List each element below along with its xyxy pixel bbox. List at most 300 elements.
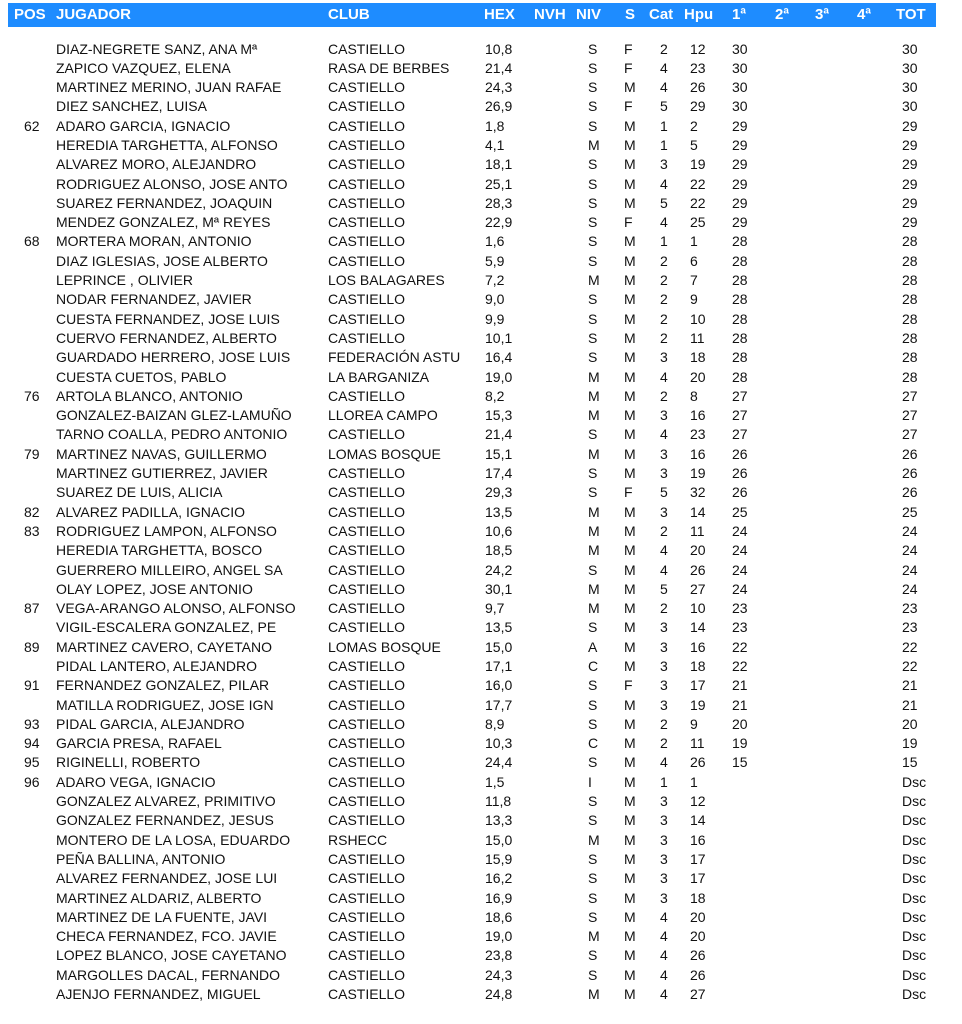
cell-jugador: RODRIGUEZ ALONSO, JOSE ANTO bbox=[56, 175, 288, 192]
cell-cat: 2 bbox=[660, 600, 668, 617]
cell-cat: 3 bbox=[660, 889, 668, 906]
cell-club: FEDERACIÓN ASTU bbox=[328, 349, 461, 366]
cell-hpu: 12 bbox=[690, 793, 706, 810]
cell-jugador: MARTINEZ NAVAS, GUILLERMO bbox=[56, 445, 267, 462]
cell-round-1: 29 bbox=[732, 175, 748, 192]
cell-jugador: CHECA FERNANDEZ, FCO. JAVIE bbox=[56, 928, 277, 945]
cell-round-1: 23 bbox=[732, 619, 748, 636]
cell-jugador: RIGINELLI, ROBERTO bbox=[56, 754, 201, 771]
cell-hpu: 20 bbox=[690, 542, 706, 559]
cell-hex: 8,2 bbox=[485, 387, 505, 404]
cell-club: CASTIELLO bbox=[328, 696, 406, 713]
cell-hex: 9,7 bbox=[485, 600, 505, 617]
cell-round-1: 28 bbox=[732, 329, 748, 346]
cell-club: CASTIELLO bbox=[328, 561, 406, 578]
cell-cat: 2 bbox=[660, 522, 668, 539]
table-row bbox=[0, 329, 962, 348]
table-row bbox=[0, 348, 962, 367]
cell-hpu: 25 bbox=[690, 214, 706, 231]
cell-tot: 27 bbox=[902, 387, 918, 404]
cell-jugador: AJENJO FERNANDEZ, MIGUEL bbox=[56, 986, 261, 1003]
cell-s: M bbox=[624, 194, 636, 211]
cell-niv: S bbox=[588, 329, 598, 346]
cell-hpu: 14 bbox=[690, 619, 706, 636]
cell-tot: Dsc bbox=[902, 947, 927, 964]
cell-tot: 24 bbox=[902, 580, 918, 597]
cell-cat: 5 bbox=[660, 98, 668, 115]
cell-hex: 16,9 bbox=[485, 889, 513, 906]
table-row bbox=[0, 387, 962, 406]
cell-club: CASTIELLO bbox=[328, 986, 406, 1003]
column-header-round-4: 4ª bbox=[857, 6, 871, 23]
cell-cat: 3 bbox=[660, 156, 668, 173]
cell-hpu: 8 bbox=[690, 387, 698, 404]
table-row bbox=[0, 889, 962, 908]
cell-jugador: VIGIL-ESCALERA GONZALEZ, PE bbox=[56, 619, 277, 636]
cell-club: CASTIELLO bbox=[328, 503, 406, 520]
cell-club: CASTIELLO bbox=[328, 252, 406, 269]
cell-niv: S bbox=[588, 754, 598, 771]
cell-tot: 27 bbox=[902, 426, 918, 443]
cell-tot: 29 bbox=[902, 156, 918, 173]
cell-club: RSHECC bbox=[328, 831, 388, 848]
cell-hpu: 16 bbox=[690, 831, 706, 848]
cell-niv: S bbox=[588, 850, 598, 867]
cell-jugador: CUESTA CUETOS, PABLO bbox=[56, 368, 227, 385]
table-row bbox=[0, 638, 962, 657]
cell-hex: 18,6 bbox=[485, 908, 513, 925]
cell-niv: S bbox=[588, 812, 598, 829]
table-row bbox=[0, 136, 962, 155]
cell-hex: 8,9 bbox=[485, 715, 505, 732]
table-row bbox=[0, 232, 962, 251]
cell-round-1: 28 bbox=[732, 368, 748, 385]
cell-tot: 28 bbox=[902, 368, 918, 385]
table-row bbox=[0, 445, 962, 464]
cell-club: CASTIELLO bbox=[328, 465, 406, 482]
cell-cat: 3 bbox=[660, 465, 668, 482]
cell-hpu: 26 bbox=[690, 561, 706, 578]
cell-round-1: 26 bbox=[732, 484, 748, 501]
cell-jugador: ZAPICO VAZQUEZ, ELENA bbox=[56, 59, 231, 76]
cell-s: M bbox=[624, 387, 636, 404]
cell-club: LA BARGANIZA bbox=[328, 368, 430, 385]
cell-cat: 4 bbox=[660, 59, 668, 76]
cell-s: M bbox=[624, 445, 636, 462]
cell-round-1: 24 bbox=[732, 580, 748, 597]
cell-s: M bbox=[624, 522, 636, 539]
cell-hex: 19,0 bbox=[485, 928, 513, 945]
cell-jugador: RODRIGUEZ LAMPON, ALFONSO bbox=[56, 522, 277, 539]
cell-niv: S bbox=[588, 908, 598, 925]
cell-club: CASTIELLO bbox=[328, 947, 406, 964]
cell-tot: 28 bbox=[902, 233, 918, 250]
cell-jugador: CUESTA FERNANDEZ, JOSE LUIS bbox=[56, 310, 280, 327]
table-row bbox=[0, 792, 962, 811]
cell-hpu: 12 bbox=[690, 40, 706, 57]
cell-s: M bbox=[624, 465, 636, 482]
cell-cat: 3 bbox=[660, 677, 668, 694]
cell-hpu: 23 bbox=[690, 426, 706, 443]
cell-niv: M bbox=[588, 831, 600, 848]
column-header-round-1: 1ª bbox=[732, 6, 746, 23]
cell-round-1: 15 bbox=[732, 754, 748, 771]
cell-club: CASTIELLO bbox=[328, 291, 406, 308]
cell-jugador: PEÑA BALLINA, ANTONIO bbox=[56, 850, 226, 867]
cell-tot: 15 bbox=[902, 754, 918, 771]
cell-s: F bbox=[624, 98, 633, 115]
cell-pos: 89 bbox=[24, 638, 40, 655]
cell-jugador: GUARDADO HERRERO, JOSE LUIS bbox=[56, 349, 291, 366]
cell-niv: A bbox=[588, 638, 598, 655]
cell-pos: 95 bbox=[24, 754, 40, 771]
cell-round-1: 21 bbox=[732, 696, 748, 713]
cell-hpu: 20 bbox=[690, 928, 706, 945]
cell-jugador: LEPRINCE , OLIVIER bbox=[56, 272, 193, 289]
cell-s: M bbox=[624, 600, 636, 617]
table-row bbox=[0, 831, 962, 850]
cell-s: M bbox=[624, 310, 636, 327]
cell-hex: 5,9 bbox=[485, 252, 505, 269]
cell-tot: Dsc bbox=[902, 812, 927, 829]
cell-tot: 22 bbox=[902, 658, 918, 674]
cell-cat: 1 bbox=[660, 117, 668, 134]
table-row bbox=[0, 97, 962, 116]
cell-jugador: MARTINEZ DE LA FUENTE, JAVI bbox=[56, 908, 268, 925]
column-header-tot: TOT bbox=[896, 6, 926, 23]
cell-tot: Dsc bbox=[902, 889, 927, 906]
cell-niv: S bbox=[588, 59, 598, 76]
cell-round-1: 30 bbox=[732, 79, 748, 96]
column-header-club: CLUB bbox=[328, 6, 370, 23]
cell-pos: 96 bbox=[24, 773, 40, 790]
cell-cat: 3 bbox=[660, 407, 668, 424]
cell-cat: 4 bbox=[660, 966, 668, 983]
cell-hex: 7,2 bbox=[485, 272, 505, 289]
cell-niv: S bbox=[588, 677, 598, 694]
cell-niv: M bbox=[588, 522, 600, 539]
cell-jugador: MARGOLLES DACAL, FERNANDO bbox=[56, 966, 281, 983]
cell-club: CASTIELLO bbox=[328, 156, 406, 173]
cell-s: M bbox=[624, 831, 636, 848]
cell-round-1: 22 bbox=[732, 658, 748, 674]
cell-club: CASTIELLO bbox=[328, 79, 406, 96]
table-row bbox=[0, 541, 962, 560]
cell-club: LOMAS BOSQUE bbox=[328, 445, 441, 462]
cell-club: RASA DE BERBES bbox=[328, 59, 450, 76]
cell-hex: 13,5 bbox=[485, 619, 513, 636]
cell-round-1: 23 bbox=[732, 600, 748, 617]
cell-round-1: 27 bbox=[732, 407, 748, 424]
cell-niv: M bbox=[588, 368, 600, 385]
cell-club: CASTIELLO bbox=[328, 658, 406, 674]
cell-jugador: CUERVO FERNANDEZ, ALBERTO bbox=[56, 329, 277, 346]
cell-niv: M bbox=[588, 580, 600, 597]
cell-hpu: 11 bbox=[690, 329, 705, 346]
cell-jugador: DIEZ SANCHEZ, LUISA bbox=[56, 98, 207, 115]
cell-hex: 9,0 bbox=[485, 291, 505, 308]
cell-tot: Dsc bbox=[902, 793, 927, 810]
cell-s: M bbox=[624, 349, 636, 366]
cell-pos: 79 bbox=[24, 445, 40, 462]
cell-club: CASTIELLO bbox=[328, 889, 406, 906]
cell-hpu: 5 bbox=[690, 136, 698, 153]
cell-tot: Dsc bbox=[902, 966, 927, 983]
table-row bbox=[0, 985, 962, 1004]
cell-s: M bbox=[624, 426, 636, 443]
cell-niv: S bbox=[588, 233, 598, 250]
cell-tot: Dsc bbox=[902, 870, 927, 887]
results-table-body bbox=[0, 40, 962, 1005]
cell-hpu: 22 bbox=[690, 194, 706, 211]
cell-hpu: 20 bbox=[690, 368, 706, 385]
cell-jugador: ADARO VEGA, IGNACIO bbox=[56, 773, 216, 790]
cell-club: CASTIELLO bbox=[328, 40, 406, 57]
cell-hpu: 22 bbox=[690, 175, 706, 192]
cell-round-1: 24 bbox=[732, 542, 748, 559]
cell-round-1: 28 bbox=[732, 272, 748, 289]
cell-tot: 24 bbox=[902, 542, 918, 559]
cell-tot: 30 bbox=[902, 40, 918, 57]
cell-niv: S bbox=[588, 175, 598, 192]
cell-s: M bbox=[624, 329, 636, 346]
cell-hex: 29,3 bbox=[485, 484, 513, 501]
cell-s: M bbox=[624, 889, 636, 906]
cell-hpu: 18 bbox=[690, 658, 706, 674]
cell-tot: 21 bbox=[902, 677, 918, 694]
cell-cat: 4 bbox=[660, 214, 668, 231]
cell-niv: S bbox=[588, 889, 598, 906]
cell-niv: M bbox=[588, 542, 600, 559]
cell-niv: S bbox=[588, 252, 598, 269]
cell-hpu: 14 bbox=[690, 812, 706, 829]
column-header-nvh: NVH bbox=[534, 6, 566, 23]
cell-niv: M bbox=[588, 136, 600, 153]
cell-cat: 3 bbox=[660, 619, 668, 636]
table-row bbox=[0, 561, 962, 580]
cell-s: M bbox=[624, 986, 636, 1003]
cell-cat: 3 bbox=[660, 831, 668, 848]
cell-club: CASTIELLO bbox=[328, 194, 406, 211]
cell-niv: S bbox=[588, 484, 598, 501]
cell-tot: 28 bbox=[902, 291, 918, 308]
cell-s: M bbox=[624, 503, 636, 520]
cell-cat: 3 bbox=[660, 812, 668, 829]
table-row bbox=[0, 715, 962, 734]
cell-s: M bbox=[624, 368, 636, 385]
table-row bbox=[0, 252, 962, 271]
cell-jugador: MATILLA RODRIGUEZ, JOSE IGN bbox=[56, 696, 274, 713]
table-row bbox=[0, 927, 962, 946]
cell-club: CASTIELLO bbox=[328, 793, 406, 810]
cell-club: CASTIELLO bbox=[328, 542, 406, 559]
cell-club: CASTIELLO bbox=[328, 580, 406, 597]
cell-round-1: 29 bbox=[732, 136, 748, 153]
table-row bbox=[0, 618, 962, 637]
cell-niv: M bbox=[588, 928, 600, 945]
cell-niv: S bbox=[588, 465, 598, 482]
cell-hpu: 19 bbox=[690, 156, 706, 173]
cell-tot: 19 bbox=[902, 735, 918, 752]
cell-tot: Dsc bbox=[902, 986, 927, 1003]
cell-niv: S bbox=[588, 349, 598, 366]
cell-cat: 5 bbox=[660, 580, 668, 597]
cell-jugador: LOPEZ BLANCO, JOSE CAYETANO bbox=[56, 947, 287, 964]
cell-tot: 21 bbox=[902, 696, 918, 713]
cell-round-1: 26 bbox=[732, 445, 748, 462]
cell-hex: 30,1 bbox=[485, 580, 513, 597]
cell-hpu: 19 bbox=[690, 696, 706, 713]
cell-hpu: 16 bbox=[690, 445, 706, 462]
table-row bbox=[0, 522, 962, 541]
cell-cat: 4 bbox=[660, 542, 668, 559]
cell-tot: Dsc bbox=[902, 928, 927, 945]
cell-jugador: GONZALEZ ALVAREZ, PRIMITIVO bbox=[56, 793, 276, 810]
cell-pos: 83 bbox=[24, 522, 40, 539]
column-header-jugador: JUGADOR bbox=[56, 6, 132, 23]
cell-round-1: 28 bbox=[732, 310, 748, 327]
cell-hpu: 17 bbox=[690, 850, 706, 867]
cell-cat: 5 bbox=[660, 484, 668, 501]
table-row bbox=[0, 811, 962, 830]
cell-cat: 4 bbox=[660, 426, 668, 443]
cell-cat: 1 bbox=[660, 136, 668, 153]
cell-cat: 2 bbox=[660, 310, 668, 327]
cell-tot: 24 bbox=[902, 561, 918, 578]
cell-niv: S bbox=[588, 291, 598, 308]
cell-tot: 23 bbox=[902, 619, 918, 636]
cell-hex: 10,8 bbox=[485, 40, 513, 57]
cell-club: CASTIELLO bbox=[328, 812, 406, 829]
cell-niv: S bbox=[588, 426, 598, 443]
cell-hpu: 18 bbox=[690, 349, 706, 366]
cell-jugador: ALVAREZ FERNANDEZ, JOSE LUI bbox=[56, 870, 278, 887]
cell-niv: S bbox=[588, 79, 598, 96]
cell-tot: 30 bbox=[902, 79, 918, 96]
cell-cat: 4 bbox=[660, 175, 668, 192]
cell-hpu: 23 bbox=[690, 59, 706, 76]
cell-cat: 2 bbox=[660, 329, 668, 346]
cell-hpu: 6 bbox=[690, 252, 698, 269]
table-row bbox=[0, 40, 962, 59]
cell-hex: 13,3 bbox=[485, 812, 513, 829]
table-row bbox=[0, 966, 962, 985]
cell-hpu: 10 bbox=[690, 310, 706, 327]
table-row bbox=[0, 425, 962, 444]
table-row bbox=[0, 946, 962, 965]
cell-niv: M bbox=[588, 503, 600, 520]
cell-club: CASTIELLO bbox=[328, 98, 406, 115]
cell-round-1: 25 bbox=[732, 503, 748, 520]
table-row bbox=[0, 59, 962, 78]
cell-tot: 23 bbox=[902, 600, 918, 617]
cell-tot: 20 bbox=[902, 715, 918, 732]
cell-tot: 30 bbox=[902, 59, 918, 76]
cell-club: CASTIELLO bbox=[328, 426, 406, 443]
cell-niv: S bbox=[588, 40, 598, 57]
cell-jugador: MONTERO DE LA LOSA, EDUARDO bbox=[56, 831, 291, 848]
cell-hex: 4,1 bbox=[485, 136, 505, 153]
cell-round-1: 28 bbox=[732, 233, 748, 250]
cell-club: CASTIELLO bbox=[328, 850, 406, 867]
cell-jugador: NODAR FERNANDEZ, JAVIER bbox=[56, 291, 252, 308]
cell-jugador: MORTERA MORAN, ANTONIO bbox=[56, 233, 252, 250]
cell-cat: 3 bbox=[660, 638, 668, 655]
cell-hex: 15,3 bbox=[485, 407, 513, 424]
cell-jugador: MARTINEZ GUTIERREZ, JAVIER bbox=[56, 465, 268, 482]
table-row bbox=[0, 194, 962, 213]
cell-s: M bbox=[624, 156, 636, 173]
cell-tot: Dsc bbox=[902, 908, 927, 925]
cell-round-1: 26 bbox=[732, 465, 748, 482]
cell-niv: S bbox=[588, 156, 598, 173]
cell-niv: S bbox=[588, 793, 598, 810]
cell-hex: 22,9 bbox=[485, 214, 513, 231]
cell-hex: 17,7 bbox=[485, 696, 513, 713]
cell-s: M bbox=[624, 619, 636, 636]
cell-club: CASTIELLO bbox=[328, 233, 406, 250]
cell-tot: 22 bbox=[902, 638, 918, 655]
cell-s: F bbox=[624, 59, 633, 76]
cell-cat: 3 bbox=[660, 503, 668, 520]
cell-cat: 3 bbox=[660, 870, 668, 887]
table-row bbox=[0, 599, 962, 618]
cell-round-1: 30 bbox=[732, 40, 748, 57]
cell-pos: 62 bbox=[24, 117, 40, 134]
cell-club: CASTIELLO bbox=[328, 522, 406, 539]
cell-pos: 94 bbox=[24, 735, 40, 752]
cell-s: M bbox=[624, 580, 636, 597]
cell-s: F bbox=[624, 40, 633, 57]
cell-jugador: VEGA-ARANGO ALONSO, ALFONSO bbox=[56, 600, 296, 617]
cell-club: CASTIELLO bbox=[328, 329, 406, 346]
cell-hex: 9,9 bbox=[485, 310, 505, 327]
cell-hpu: 16 bbox=[690, 638, 706, 655]
cell-round-1: 28 bbox=[732, 252, 748, 269]
table-row bbox=[0, 503, 962, 522]
cell-hpu: 9 bbox=[690, 715, 698, 732]
cell-niv: S bbox=[588, 966, 598, 983]
cell-cat: 2 bbox=[660, 291, 668, 308]
cell-tot: 28 bbox=[902, 329, 918, 346]
cell-jugador: MARTINEZ MERINO, JUAN RAFAE bbox=[56, 79, 282, 96]
cell-jugador: DIAZ-NEGRETE SANZ, ANA Mª bbox=[56, 40, 258, 57]
cell-s: M bbox=[624, 870, 636, 887]
cell-club: CASTIELLO bbox=[328, 735, 406, 752]
cell-hex: 18,5 bbox=[485, 542, 513, 559]
cell-club: CASTIELLO bbox=[328, 870, 406, 887]
cell-club: CASTIELLO bbox=[328, 175, 406, 192]
cell-cat: 4 bbox=[660, 986, 668, 1003]
cell-tot: Dsc bbox=[902, 831, 927, 848]
cell-cat: 5 bbox=[660, 194, 668, 211]
table-row bbox=[0, 310, 962, 329]
column-header-pos: POS bbox=[14, 6, 46, 23]
cell-s: M bbox=[624, 908, 636, 925]
cell-hex: 16,2 bbox=[485, 870, 513, 887]
cell-jugador: SUAREZ FERNANDEZ, JOAQUIN bbox=[56, 194, 273, 211]
cell-s: M bbox=[624, 928, 636, 945]
cell-tot: 29 bbox=[902, 136, 918, 153]
cell-hex: 18,1 bbox=[485, 156, 513, 173]
cell-round-1: 29 bbox=[732, 156, 748, 173]
cell-tot: 29 bbox=[902, 194, 918, 211]
table-row bbox=[0, 213, 962, 232]
table-row bbox=[0, 908, 962, 927]
cell-jugador: FERNANDEZ GONZALEZ, PILAR bbox=[56, 677, 270, 694]
cell-round-1: 29 bbox=[732, 214, 748, 231]
cell-hex: 23,8 bbox=[485, 947, 513, 964]
